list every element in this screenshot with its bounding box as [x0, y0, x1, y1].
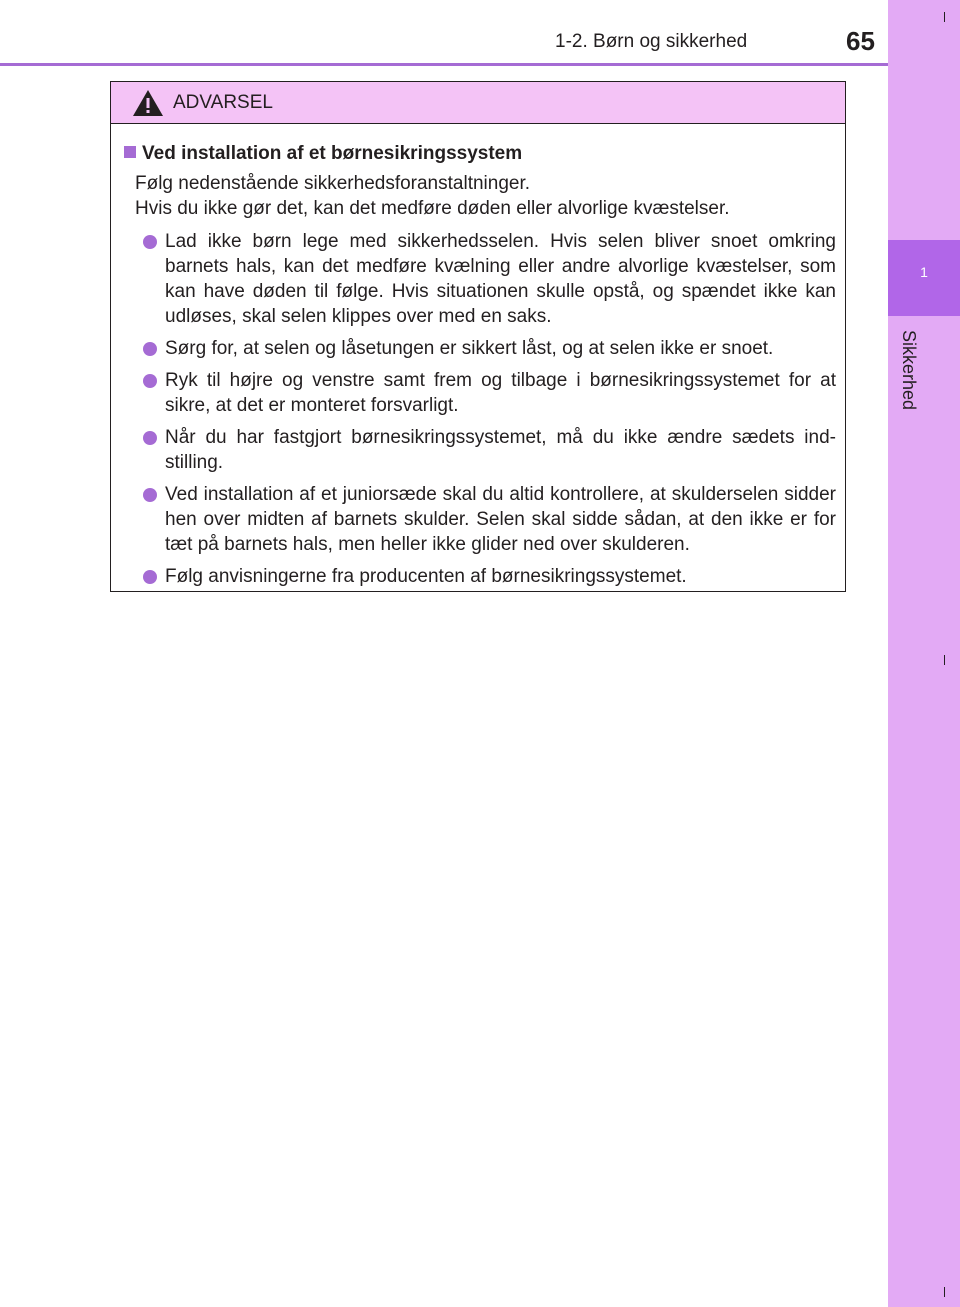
crop-mark	[944, 1287, 945, 1297]
list-item	[143, 368, 836, 418]
header-divider	[0, 63, 888, 66]
list-item-text: Sørg for, at selen og låsetungen er sikkert låst, og at selen ikke er snoet.	[165, 338, 774, 359]
list-item-text: Ryk til højre og venstre samt frem og tilbage i børnesikringssystemet for at sikre, at det er monteret forsvarligt.	[165, 370, 836, 416]
list-item-text: Når du har fastgjort børnesikringssystemet, må du ikke ændre sædets ind-stilling.	[165, 427, 836, 473]
intro-line: Hvis du ikke gør det, kan det medføre døden eller alvorlige kvæstelser.	[135, 198, 730, 219]
bullet-dot-icon	[143, 374, 157, 388]
list-item	[143, 229, 836, 329]
chapter-number: 1	[920, 264, 928, 280]
intro-line: Følg nedenstående sikkerhedsforanstaltninger.	[135, 173, 531, 194]
list-item	[143, 336, 836, 361]
warning-body	[111, 124, 845, 589]
warning-intro	[135, 171, 836, 221]
warning-label: ADVARSEL	[173, 92, 273, 113]
warning-header	[111, 82, 845, 124]
list-item-text: Følg anvisningerne fra producenten af børnesikringssystemet.	[165, 566, 687, 587]
bullet-dot-icon	[143, 342, 157, 356]
list-item	[143, 482, 836, 557]
page-number: 65	[846, 26, 875, 56]
header-section-title: 1-2. Børn og sikkerhed	[555, 31, 748, 52]
bullet-dot-icon	[143, 570, 157, 584]
bullet-dot-icon	[143, 431, 157, 445]
list-item	[143, 564, 836, 589]
list-item-text: Ved installation af et juniorsæde skal du altid kontrollere, at skulderselen sidder hen over midten af barnets skulder. Selen skal sidde sådan, at den ikke er for tæt på barnets hals, men heller ikke glider ned over skulderen.	[165, 484, 836, 555]
warning-heading-text: Ved installation af et børnesikringssystem	[142, 143, 523, 164]
square-bullet-icon	[124, 146, 136, 158]
warning-triangle-icon	[132, 89, 164, 117]
section-label: Sikkerhed	[899, 330, 919, 411]
warning-heading	[124, 141, 836, 167]
list-item-text: Lad ikke børn lege med sikkerhedsselen. Hvis selen bliver snoet omkring barnets hals, kan det medføre kvælning eller andre alvorlige kvæstelser, som kan have døden til følge. Hvis situationen skulle opstå, og spændet ikke kan udløses, skal selen klippes over med en saks.	[165, 231, 836, 327]
warning-box	[110, 81, 846, 592]
bullet-dot-icon	[143, 235, 157, 249]
side-tab	[888, 0, 960, 1307]
list-item	[143, 425, 836, 475]
crop-mark	[944, 12, 945, 22]
warning-list	[143, 229, 836, 589]
crop-mark	[944, 655, 945, 665]
bullet-dot-icon	[143, 488, 157, 502]
